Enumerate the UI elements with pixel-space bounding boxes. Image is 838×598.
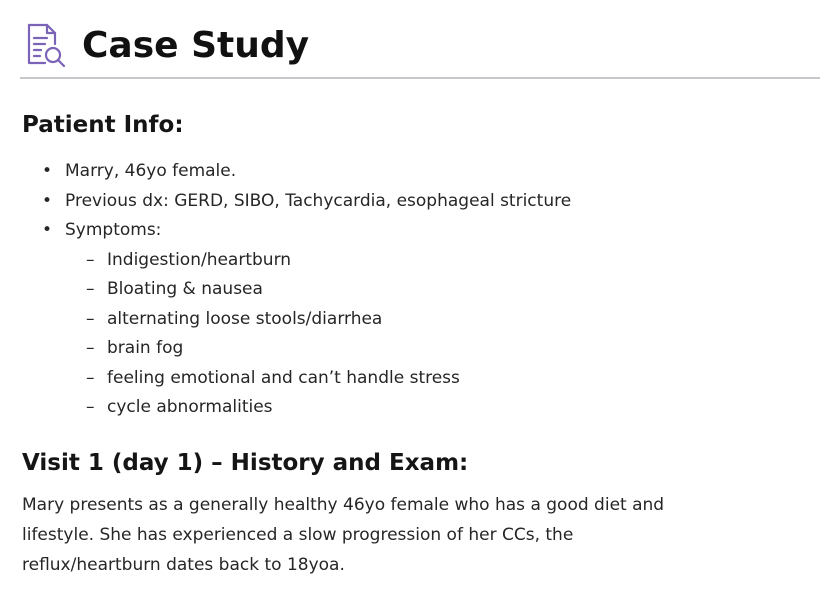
document-search-icon <box>22 22 68 68</box>
symptom-item <box>65 364 571 394</box>
page-title: Case Study <box>82 24 310 66</box>
patient-name-age: Marry, 46yo female. <box>65 161 237 181</box>
visit-description <box>22 490 812 580</box>
bullet: • <box>42 190 53 211</box>
dash: – <box>86 397 95 417</box>
symptoms-label: Symptoms: <box>65 220 162 240</box>
symptom-item <box>65 275 571 305</box>
header-divider <box>20 77 820 79</box>
list-item <box>40 157 571 187</box>
list-item <box>40 216 571 423</box>
symptom-text: Bloating & nausea <box>107 279 263 299</box>
patient-info-heading: Patient Info: <box>22 112 184 138</box>
symptom-item <box>65 334 571 364</box>
previous-diagnoses: Previous dx: GERD, SIBO, Tachycardia, esophageal stricture <box>65 190 572 211</box>
bullet: • <box>42 161 53 181</box>
dash: – <box>86 338 95 358</box>
symptom-item <box>65 393 571 423</box>
symptom-text: cycle abnormalities <box>107 397 273 417</box>
visit-line: lifestyle. She has experienced a slow progression of her CCs, the <box>22 525 574 545</box>
dash: – <box>86 279 95 299</box>
symptom-text: Indigestion/heartburn <box>107 249 292 270</box>
bullet: • <box>42 220 53 240</box>
symptom-item <box>65 246 571 276</box>
patient-info-list <box>40 157 571 423</box>
symptom-text: feeling emotional and can’t handle stress <box>107 367 460 388</box>
symptoms-list <box>65 246 571 423</box>
dash: – <box>86 308 95 329</box>
dash: – <box>86 367 95 388</box>
symptom-item <box>65 305 571 335</box>
visit-line: reflux/heartburn dates back to 18yoa. <box>22 555 345 575</box>
list-item <box>40 187 571 217</box>
visit-line: Mary presents as a generally healthy 46yo female who has a good diet and <box>22 495 665 515</box>
symptom-text: brain fog <box>107 338 184 358</box>
visit-heading: Visit 1 (day 1) – History and Exam: <box>22 450 469 476</box>
page-header <box>18 14 820 76</box>
dash: – <box>86 249 95 270</box>
symptom-text: alternating loose stools/diarrhea <box>107 308 383 329</box>
